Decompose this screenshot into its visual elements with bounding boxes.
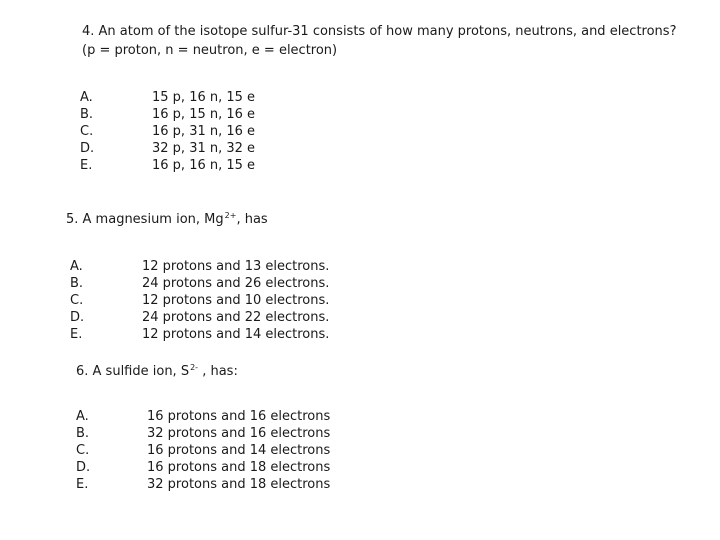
option-row[interactable] (76, 476, 330, 493)
option-text: 24 protons and 26 electrons. (142, 276, 330, 291)
charge-superscript: 2+ (224, 211, 237, 220)
option-text: 15 p, 16 n, 15 e (152, 90, 256, 105)
charge-superscript: 2- (190, 363, 199, 372)
option-text: 32 protons and 16 electrons (147, 426, 331, 441)
question-5-stem-tail: , has (236, 212, 268, 227)
option-row[interactable] (70, 292, 329, 309)
option-row[interactable] (70, 275, 329, 292)
option-text: 16 protons and 18 electrons (147, 460, 331, 475)
option-letter: E. (80, 158, 93, 173)
question-4 (82, 22, 676, 60)
option-text: 16 p, 16 n, 15 e (152, 158, 256, 173)
question-4-options (80, 89, 255, 174)
option-text: 24 protons and 22 electrons. (142, 310, 330, 325)
option-text: 16 p, 15 n, 16 e (152, 107, 256, 122)
option-letter: A. (70, 259, 83, 274)
option-letter: D. (80, 141, 95, 156)
question-5-options (70, 258, 329, 343)
question-6-stem-tail: , has: (198, 364, 238, 379)
option-letter: E. (70, 327, 83, 342)
option-letter: D. (70, 310, 85, 325)
option-row[interactable] (70, 309, 329, 326)
option-letter: E. (76, 477, 89, 492)
question-6-options (76, 408, 330, 493)
option-text: 32 p, 31 n, 32 e (152, 141, 256, 156)
option-letter: B. (70, 276, 84, 291)
option-text: 12 protons and 13 electrons. (142, 259, 330, 274)
option-text: 16 protons and 14 electrons (147, 443, 331, 458)
option-row[interactable] (80, 157, 255, 174)
option-row[interactable] (70, 326, 329, 343)
option-text: 16 p, 31 n, 16 e (152, 124, 256, 139)
option-text: 16 protons and 16 electrons (147, 409, 331, 424)
option-letter: B. (76, 426, 90, 441)
option-row[interactable] (80, 140, 255, 157)
option-letter: A. (76, 409, 89, 424)
question-5-stem-text: 5. A magnesium ion, Mg (66, 212, 224, 227)
question-4-stem-line-2: (p = proton, n = neutron, e = electron) (82, 43, 338, 58)
option-letter: C. (80, 124, 94, 139)
option-row[interactable] (76, 442, 330, 459)
option-text: 12 protons and 14 electrons. (142, 327, 330, 342)
question-4-stem-line-1: 4. An atom of the isotope sulfur-31 consists of how many protons, neutrons, and electrons? (82, 24, 677, 39)
option-text: 12 protons and 10 electrons. (142, 293, 330, 308)
option-row[interactable] (70, 258, 329, 275)
option-row[interactable] (80, 89, 255, 106)
option-letter: A. (80, 90, 93, 105)
question-6-stem (76, 358, 238, 381)
option-row[interactable] (80, 123, 255, 140)
option-letter: C. (70, 293, 84, 308)
option-letter: B. (80, 107, 94, 122)
option-row[interactable] (76, 408, 330, 425)
option-letter: C. (76, 443, 90, 458)
option-row[interactable] (76, 425, 330, 442)
option-letter: D. (76, 460, 91, 475)
question-6-stem-text: 6. A sulfide ion, S (76, 364, 190, 379)
option-text: 32 protons and 18 electrons (147, 477, 331, 492)
question-5-stem (66, 206, 268, 229)
option-row[interactable] (80, 106, 255, 123)
option-row[interactable] (76, 459, 330, 476)
